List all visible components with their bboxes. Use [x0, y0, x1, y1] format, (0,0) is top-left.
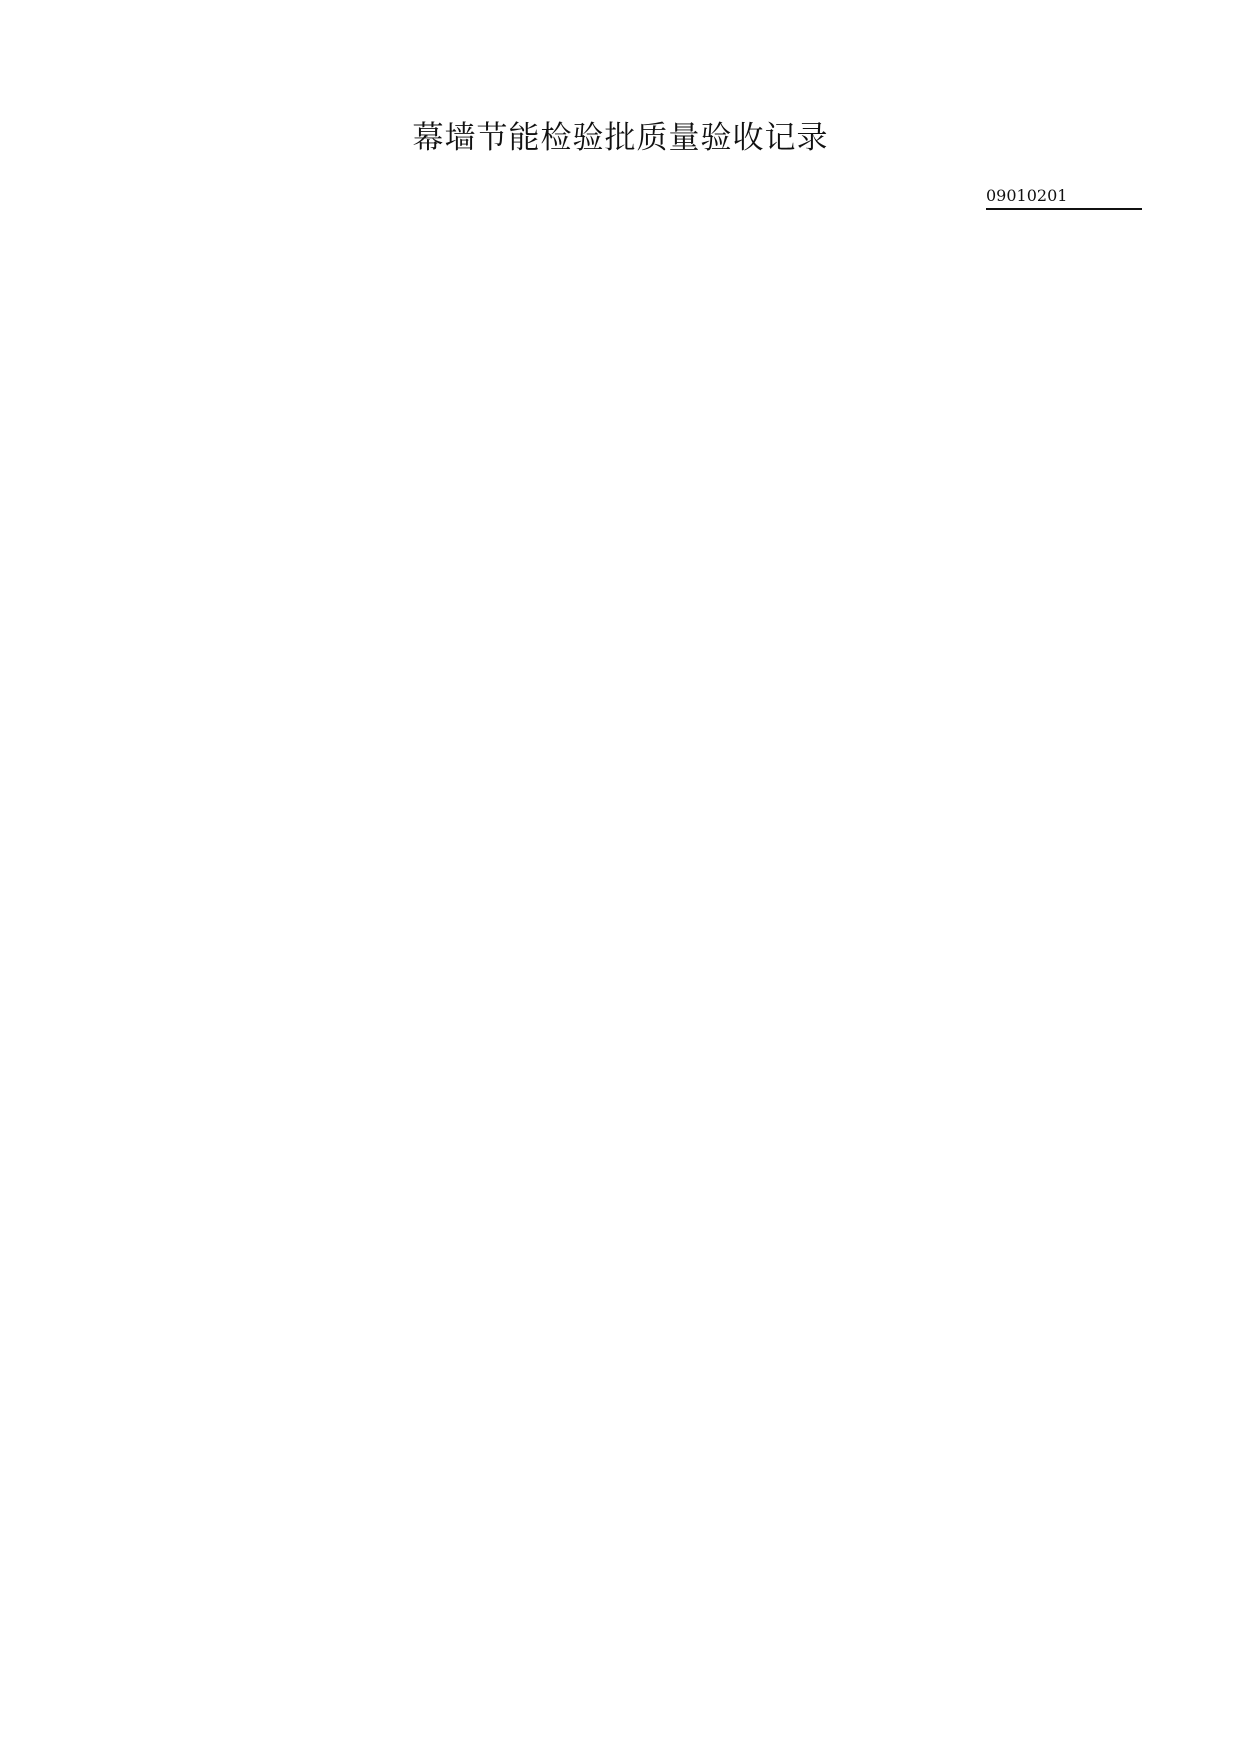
form-code — [986, 184, 1142, 210]
page-title: 幕墙节能检验批质量验收记录 — [412, 120, 829, 156]
form-code-text: 09010201 — [986, 186, 1068, 205]
inspection-form-table — [122, 215, 1155, 1630]
